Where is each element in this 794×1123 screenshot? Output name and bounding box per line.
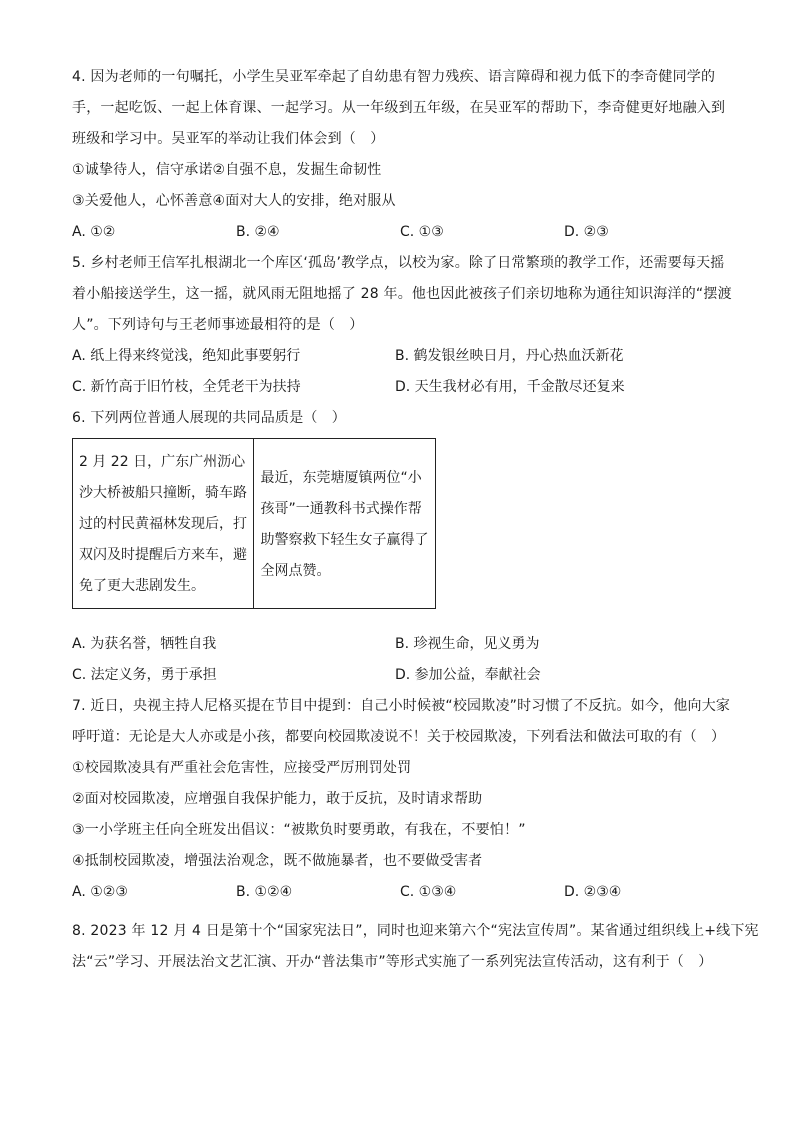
question-8 [72,916,759,978]
question-8-stem-line-1: 8. 2023 年 12 月 4 日是第十个“国家宪法日”，同时也迎来第六个“宪法宣传周”。某省通过组织线上+线下宪 [72,923,759,939]
question-6-case-right: 最近，东莞塘厦镇两位“小孩哥”一通教科书式操作帮助警察救下轻生女子赢得了全网点赞。 [254,439,436,609]
question-5-option-c: C. 新竹高于旧竹枝，全凭老干为扶持 [72,379,301,395]
question-6-options-row-2 [72,660,728,691]
question-6 [72,403,728,691]
question-7-option-d: D. ②③④ [564,884,622,900]
question-5-option-a: A. 纸上得来终觉浅，绝知此事要躬行 [72,348,301,364]
question-4 [72,62,728,248]
question-7-statement-2: ②面对校园欺凌，应增强自我保护能力，敢于反抗，及时请求帮助 [72,791,483,807]
question-4-option-a: A. ①② [72,224,116,240]
question-7-option-b: B. ①②④ [236,884,293,900]
question-5-option-b: B. 鹤发银丝映日月，丹心热血沃新花 [395,348,624,364]
question-7-stem-line-2: 呼吁道：无论是大人亦或是小孩，都要向校园欺凌说不！关于校园欺凌，下列看法和做法可取的有（ ） [72,729,726,745]
question-5 [72,248,732,403]
question-4-statement-2: ③关爱他人，心怀善意④面对大人的安排，绝对服从 [72,193,396,209]
question-6-case-table [72,438,436,609]
question-4-options [72,217,728,248]
question-7 [72,691,731,908]
question-7-statement-1: ①校园欺凌具有严重社会危害性，应接受严厉刑罚处罚 [72,760,412,776]
question-7-statement-4: ④抵制校园欺凌，增强法治观念，既不做施暴者，也不要做受害者 [72,853,483,869]
question-6-case-left: 2 月 22 日，广东广州沥心沙大桥被船只撞断，骑车路过的村民黄福林发现后，打双闪及时提醒后方来车，避免了更大悲剧发生。 [73,439,254,609]
question-4-stem-line-3: 班级和学习中。吴亚军的举动让我们体会到（ ） [72,131,385,147]
question-6-options-row-1 [72,629,728,660]
question-7-stem-line-1: 7. 近日，央视主持人尼格买提在节目中提到：自己小时候被“校园欺凌”时习惯了不反抗。如今，他向大家 [72,698,731,714]
question-7-option-a: A. ①②③ [72,884,128,900]
question-4-stem-line-1: 4. 因为老师的一句嘱托，小学生吴亚军牵起了自幼患有智力残疾、语言障碍和视力低下的李奇健同学的 [72,69,716,85]
question-5-options-row-1 [72,341,728,372]
exam-page [72,62,759,978]
question-4-option-b: B. ②④ [236,224,280,240]
question-7-options [72,877,728,908]
question-6-option-c: C. 法定义务，勇于承担 [72,667,217,683]
question-6-option-d: D. 参加公益，奉献社会 [395,667,541,683]
question-4-option-d: D. ②③ [564,224,609,240]
question-4-stem-line-2: 手，一起吃饭、一起上体育课、一起学习。从一年级到五年级，在吴亚军的帮助下，李奇健更好地融入到 [72,100,726,116]
question-5-option-d: D. 天生我材必有用，千金散尽还复来 [395,379,625,395]
question-4-statement-1: ①诚挚待人，信守承诺②自强不息，发掘生命韧性 [72,162,382,178]
question-5-stem-line-2: 着小船接送学生，这一摇，就风雨无阻地摇了 28 年。他也因此被孩子们亲切地称为通往知识海洋的“摆渡 [72,286,732,302]
question-4-option-c: C. ①③ [400,224,444,240]
question-7-option-c: C. ①③④ [400,884,457,900]
question-7-statement-3: ③一小学班主任向全班发出倡议：“被欺负时要勇敢，有我在，不要怕！” [72,822,526,838]
question-6-stem: 6. 下列两位普通人展现的共同品质是（ ） [72,410,347,426]
question-6-option-a: A. 为获名誉，牺牲自我 [72,636,217,652]
question-8-stem-line-2: 法“云”学习、开展法治文艺汇演、开办“普法集市”等形式实施了一系列宪法宣传活动，这有利于（ ） [72,954,713,970]
question-5-stem-line-3: 人”。下列诗句与王老师事迹最相符的是（ ） [72,317,364,333]
question-6-option-b: B. 珍视生命，见义勇为 [395,636,540,652]
question-5-options-row-2 [72,372,728,403]
question-5-stem-line-1: 5. 乡村老师王信军扎根湖北一个库区‘孤岛’教学点，以校为家。除了日常繁琐的教学工作，还需要每天摇 [72,255,725,271]
